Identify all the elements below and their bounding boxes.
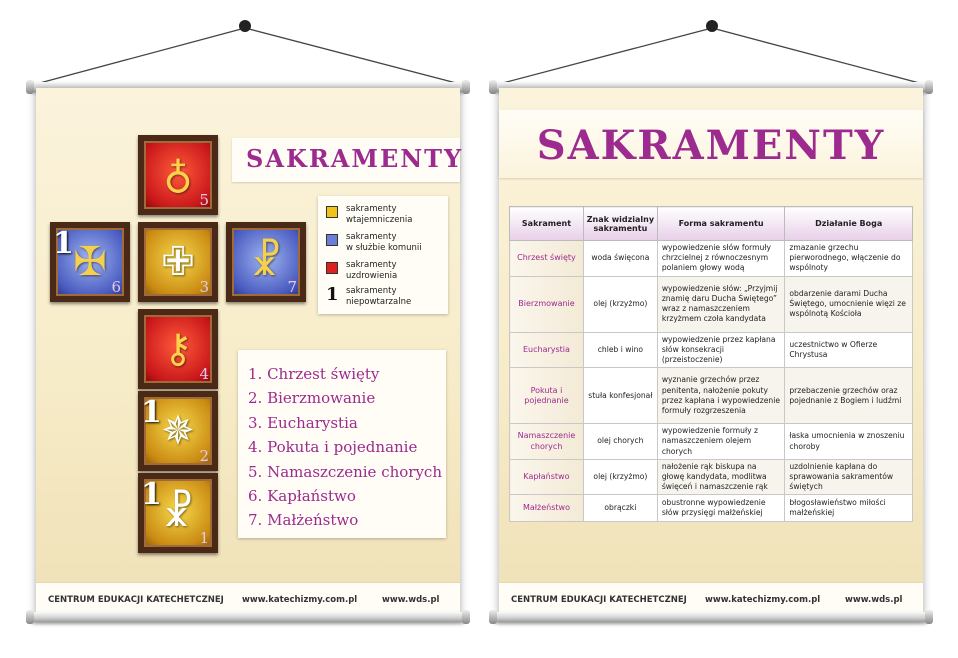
table-cell: olej (krzyżmo)	[583, 459, 657, 495]
table-cell: wypowiedzenie słów formuły chrzcielnej z równoczesnym polaniem głowy wodą	[657, 241, 785, 277]
dove-icon: ✵	[161, 408, 195, 454]
tile-number: 2	[199, 447, 209, 465]
table-cell: stuła konfesjonał	[583, 368, 657, 424]
oil-and-candle-icon: ♁	[163, 152, 193, 198]
baptism-shell-icon: ☧	[162, 490, 194, 536]
list-item: 1. Chrzest święty	[248, 365, 380, 383]
column-header: Działanie Boga	[785, 207, 913, 241]
table-cell: nałożenie rąk biskupa na głowę kandydata, modlitwa święceń i namaszczenie rąk	[657, 459, 785, 495]
nail-icon	[706, 20, 718, 32]
list-item: 6. Kapłaństwo	[248, 487, 356, 506]
title-band	[499, 110, 923, 178]
footer	[499, 582, 923, 616]
table-cell: uczestnictwo w Ofierze Chrystusa	[785, 332, 913, 368]
poster-right	[499, 88, 923, 616]
sacrament-name-cell: Bierzmowanie	[510, 276, 584, 332]
footer-url: www.katechizmy.com.pl	[705, 594, 821, 605]
chi-rho-rings-icon: ☧	[250, 239, 282, 285]
tile-number: 4	[199, 365, 209, 383]
sacrament-name-cell: Namaszczenie chorych	[510, 424, 584, 460]
legend-swatch	[326, 262, 338, 274]
footer-publisher: CENTRUM EDUKACJI KATECHETCZNEJ	[48, 594, 224, 605]
table-cell: olej chorych	[583, 424, 657, 460]
footer-publisher: CENTRUM EDUKACJI KATECHETCZNEJ	[511, 594, 687, 605]
footer	[36, 582, 460, 616]
table-cell: wyznanie grzechów przez penitenta, nałożenie pokuty przez kapłana i wypowiedzenie formuły rozgrzeszenia	[657, 368, 785, 424]
poster-title: SAKRAMENTY	[536, 122, 886, 169]
tile-sacrament-6	[50, 222, 130, 302]
table-cell: wypowiedzenie przez kapłana słów konsekracji (przeistoczenie)	[657, 332, 785, 368]
legend-label: sakramenty	[346, 204, 397, 214]
tile-sacrament-4	[138, 309, 218, 389]
column-header: Sakrament	[510, 207, 584, 241]
legend	[318, 196, 448, 314]
tile-sacrament-7	[226, 222, 306, 302]
legend-label: sakramenty	[346, 286, 397, 296]
poster-title: SAKRAMENTY	[246, 144, 464, 173]
unrepeatable-marker: 1	[53, 226, 74, 261]
tile-number: 7	[287, 278, 297, 296]
tile-number: 5	[199, 191, 209, 209]
table-cell: wypowiedzenie formuły z namaszczeniem olejem chorych	[657, 424, 785, 460]
table-cell: wypowiedzenie słów: „Przyjmij znamię daru Ducha Świętego” wraz z namaszczeniem krzyżmem czoła kandydata	[657, 276, 785, 332]
sacrament-name-cell: Kapłaństwo	[510, 459, 584, 495]
footer-url: www.katechizmy.com.pl	[242, 594, 358, 605]
table-row	[510, 368, 913, 424]
legend-item	[326, 232, 422, 253]
sacrament-list	[238, 350, 446, 538]
tile-sacrament-5	[138, 135, 218, 215]
table-cell: olej (krzyżmo)	[583, 276, 657, 332]
tile-number: 6	[111, 278, 121, 296]
bottom-rod	[493, 612, 929, 622]
sacrament-name-cell: Eucharystia	[510, 332, 584, 368]
legend-label: sakramenty	[346, 232, 397, 242]
title-band	[232, 138, 464, 182]
tile-number: 1	[199, 529, 209, 547]
table-row	[510, 241, 913, 277]
table-cell: przebaczenie grzechów oraz pojednanie z Bogiem i ludźmi	[785, 368, 913, 424]
footer-url: www.wds.pl	[845, 594, 903, 605]
pelican-icon: ✙	[161, 239, 195, 285]
table-cell: obdarzenie darami Ducha Świętego, umocnienie więzi ze wspólnotą Kościoła	[785, 276, 913, 332]
legend-label: niepowtarzalne	[346, 296, 412, 307]
legend-label: uzdrowienia	[346, 270, 398, 281]
nail-icon	[239, 20, 251, 32]
table-row	[510, 459, 913, 495]
table-cell: chleb i wino	[583, 332, 657, 368]
chalice-and-grapes-icon: ✠	[73, 239, 107, 285]
list-item: 4. Pokuta i pojednanie	[248, 438, 418, 457]
tile-sacrament-1	[138, 473, 218, 553]
list-item: 3. Eucharystia	[248, 413, 358, 432]
sacrament-table	[509, 206, 913, 522]
unrepeatable-marker: 1	[141, 477, 162, 512]
column-header: Forma sakramentu	[657, 207, 785, 241]
unrepeatable-marker: 1	[141, 395, 162, 430]
legend-swatch	[326, 206, 338, 218]
table-cell: zmazanie grzechu pierworodnego, włączenie do wspólnoty	[785, 241, 913, 277]
unrepeatable-marker: 1	[326, 284, 339, 305]
table-cell: obustronne wypowiedzenie słów przysięgi małżeńskiej	[657, 495, 785, 522]
table-row	[510, 495, 913, 522]
column-header: Znak widzialny sakramentu	[583, 207, 657, 241]
legend-item	[326, 260, 397, 281]
sacrament-name-cell: Małżeństwo	[510, 495, 584, 522]
table-cell: uzdolnienie kapłana do sprawowania sakramentów świętych	[785, 459, 913, 495]
tile-sacrament-3	[138, 222, 218, 302]
table-row	[510, 424, 913, 460]
legend-label: wtajemniczenia	[346, 214, 413, 225]
legend-swatch	[326, 234, 338, 246]
bottom-rod	[30, 612, 466, 622]
list-item: 5. Namaszczenie chorych	[248, 462, 442, 481]
list-item: 2. Bierzmowanie	[248, 389, 376, 408]
tile-sacrament-2	[138, 391, 218, 471]
legend-item	[326, 286, 411, 307]
table-header-row	[510, 207, 913, 241]
tile-number: 3	[199, 278, 209, 296]
poster-left	[36, 88, 464, 616]
sacrament-name-cell: Pokuta i pojednanie	[510, 368, 584, 424]
footer-url: www.wds.pl	[382, 594, 440, 605]
table-cell: obrączki	[583, 495, 657, 522]
sacrament-name-cell: Chrzest święty	[510, 241, 584, 277]
legend-label: sakramenty	[346, 260, 397, 270]
table-row	[510, 276, 913, 332]
table-cell: łaska umocnienia w znoszeniu choroby	[785, 424, 913, 460]
keys-and-cross-icon: ⚷	[163, 326, 193, 372]
list-item: 7. Małżeństwo	[248, 511, 359, 530]
legend-item	[326, 204, 412, 225]
table-cell: woda święcona	[583, 241, 657, 277]
table-row	[510, 332, 913, 368]
legend-label: w służbie komunii	[346, 242, 422, 253]
table-cell: błogosławieństwo miłości małżeńskiej	[785, 495, 913, 522]
